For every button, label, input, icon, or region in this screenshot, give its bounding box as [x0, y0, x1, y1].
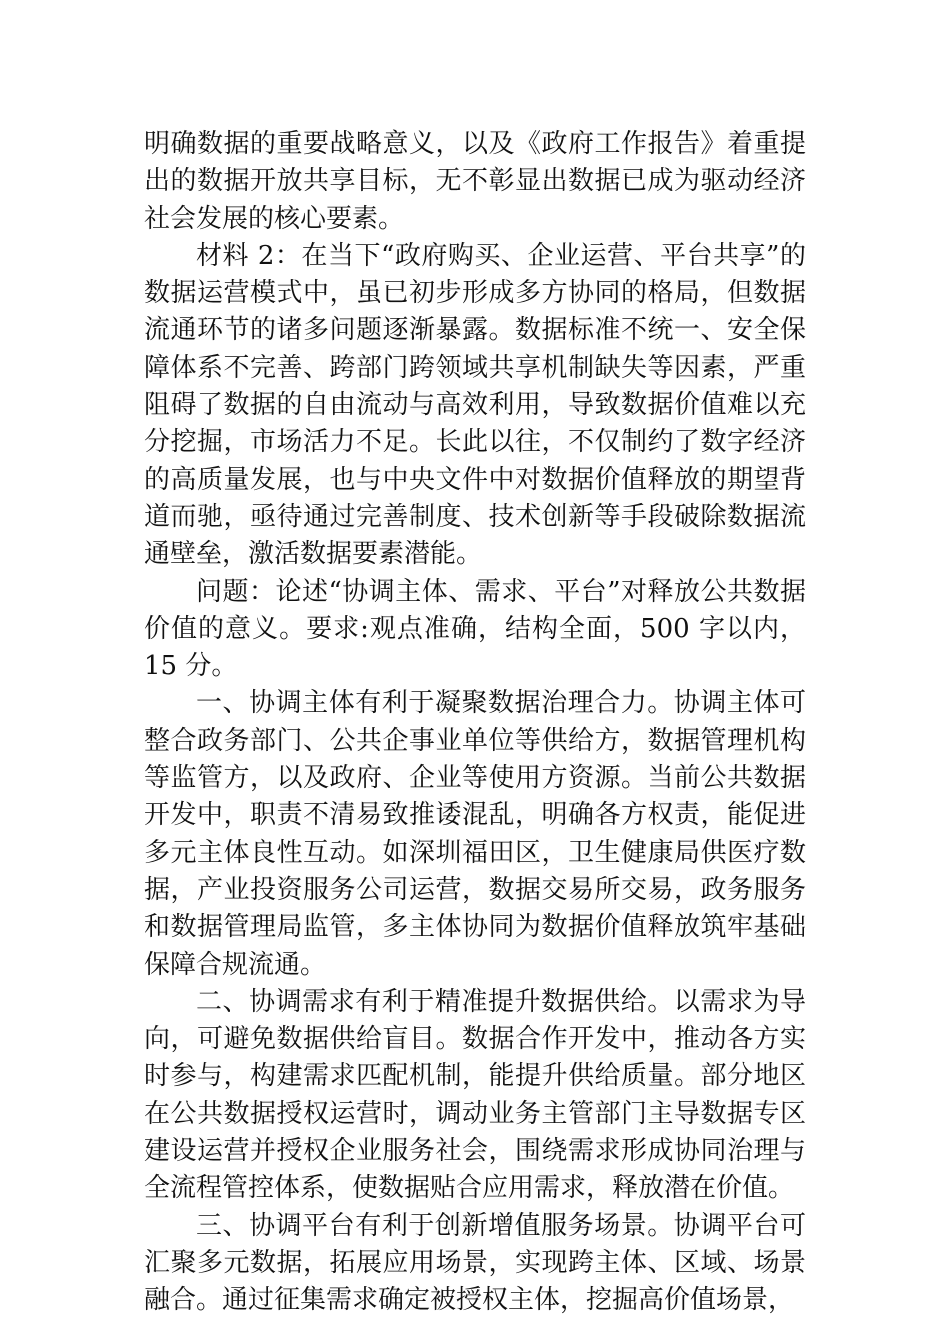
- document-body: [144, 126, 806, 1320]
- paragraph-question: 问题：论述“协调主体、需求、平台”对释放公共数据价值的意义。要求:观点准确，结构全面，500 字以内，15 分。: [144, 576, 806, 682]
- paragraph-point-2: 二、协调需求有利于精准提升数据供给。以需求为导向，可避免数据供给盲目。数据合作开发中，推动各方实时参与，构建需求匹配机制，能提升供给质量。部分地区在公共数据授权运营时，调动业务主管部门主导数据专区建设运营并授权企业服务社会，围绕需求形成协同治理与全流程管控体系，使数据贴合应用需求，释放潜在价值。: [144, 986, 806, 1204]
- paragraph-point-1: 一、协调主体有利于凝聚数据治理合力。协调主体可整合政务部门、公共企事业单位等供给方，数据管理机构等监管方，以及政府、企业等使用方资源。当前公共数据开发中，职责不清易致推诿混乱，明确各方权责，能促进多元主体良性互动。如深圳福田区，卫生健康局供医疗数据，产业投资服务公司运营，数据交易所交易，政务服务和数据管理局监管，多主体协同为数据价值释放筑牢基础保障合规流通。: [144, 688, 806, 980]
- paragraph-point-3: 三、协调平台有利于创新增值服务场景。协调平台可汇聚多元数据，拓展应用场景，实现跨主体、区域、场景融合。通过征集需求确定被授权主体，挖掘高价值场景，: [144, 1210, 806, 1316]
- paragraph-material-2: 材料 2：在当下“政府购买、企业运营、平台共享”的数据运营模式中，虽已初步形成多方协同的格局，但数据流通环节的诸多问题逐渐暴露。数据标准不统一、安全保障体系不完善、跨部门跨领域共享机制缺失等因素，严重阻碍了数据的自由流动与高效利用，导致数据价值难以充分挖掘，市场活力不足。长此以往，不仅制约了数字经济的高质量发展，也与中央文件中对数据价值释放的期望背道而驰，亟待通过完善制度、技术创新等手段破除数据流通壁垒，激活数据要素潜能。: [144, 240, 806, 570]
- paragraph-continuation: 明确数据的重要战略意义，以及《政府工作报告》着重提出的数据开放共享目标，无不彰显出数据已成为驱动经济社会发展的核心要素。: [144, 129, 806, 234]
